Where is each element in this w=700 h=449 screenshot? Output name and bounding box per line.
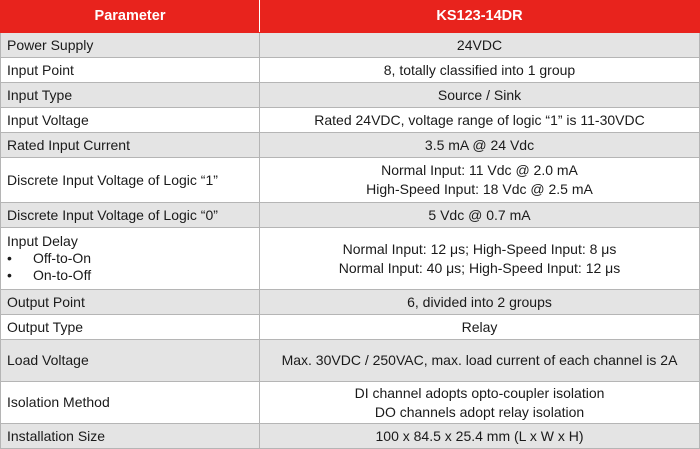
param-cell: Installation Size [1,424,260,449]
value-cell: 100 x 84.5 x 25.4 mm (L x W x H) [260,424,700,449]
value-line: High-Speed Input: 18 Vdc @ 2.5 mA [366,181,593,197]
row-rated-input-current [1,133,700,158]
param-cell: Input Voltage [1,108,260,133]
sub-item-label: Off-to-On [33,250,92,266]
value-cell: Source / Sink [260,83,700,108]
value-cell: 3.5 mA @ 24 Vdc [260,133,700,158]
param-cell: Output Point [1,290,260,315]
value-line: DI channel adopts opto-coupler isolation [354,384,605,401]
param-cell: Discrete Input Voltage of Logic “0” [1,203,260,228]
value-cell: Relay [260,315,700,340]
row-load-voltage [1,340,700,382]
param-cell: Load Voltage [1,340,260,382]
sub-item-label: On-to-Off [33,267,92,283]
row-input-voltage [1,108,700,133]
value-line: Normal Input: 40 μs; High-Speed Input: 12 μs [338,259,621,276]
row-isolation-method [1,382,700,424]
param-cell: Input Type [1,83,260,108]
bullet: • [7,250,12,266]
row-logic-0-voltage [1,203,700,228]
sub-list [7,250,253,284]
row-output-point [1,290,700,315]
value-line: Normal Input: 11 Vdc @ 2.0 mA [381,162,578,178]
header-parameter: Parameter [1,1,260,33]
param-cell: Output Type [1,315,260,340]
param-label: Input Delay [7,233,78,249]
bullet: • [7,267,12,283]
value-cell: 24VDC [260,33,700,58]
value-cell: 5 Vdc @ 0.7 mA [260,203,700,228]
header-model: KS123-14DR [260,1,700,33]
value-cell: Rated 24VDC, voltage range of logic “1” is 11-30VDC [260,108,700,133]
row-power-supply [1,33,700,58]
row-input-point [1,58,700,83]
param-cell: Discrete Input Voltage of Logic “1” [1,158,260,203]
value-line: Normal Input: 12 μs; High-Speed Input: 8 μs [342,240,617,257]
row-input-type [1,83,700,108]
row-logic-1-voltage [1,158,700,203]
sub-item [7,250,253,267]
row-installation-size [1,424,700,449]
value-cell [260,382,700,424]
param-cell: Power Supply [1,33,260,58]
param-cell: Rated Input Current [1,133,260,158]
value-cell: 6, divided into 2 groups [260,290,700,315]
param-cell: Input Point [1,58,260,83]
value-line: DO channels adopt relay isolation [374,403,585,420]
param-cell [1,228,260,290]
sub-item [7,267,253,284]
value-cell [260,158,700,203]
header-row [1,1,700,33]
value-cell: Max. 30VDC / 250VAC, max. load current of each channel is 2A [260,340,700,382]
param-cell: Isolation Method [1,382,260,424]
row-input-delay [1,228,700,290]
value-cell [260,228,700,290]
row-output-type [1,315,700,340]
value-cell: 8, totally classified into 1 group [260,58,700,83]
